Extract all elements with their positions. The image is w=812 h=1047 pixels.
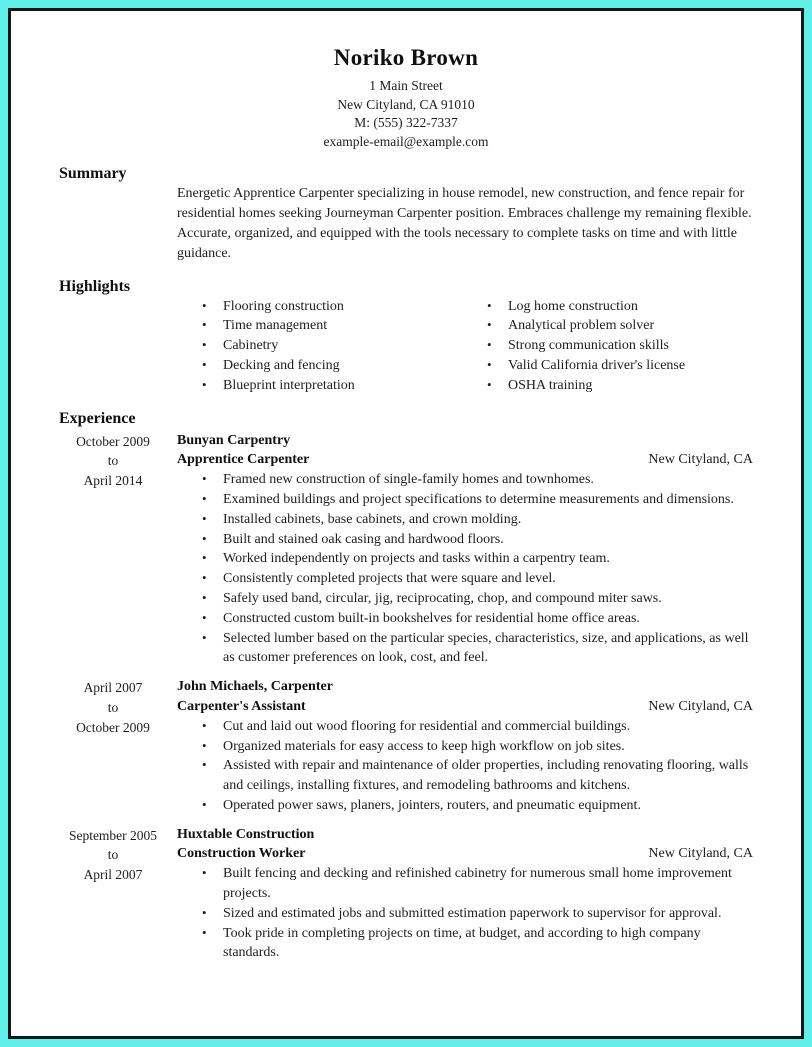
job-date-end: April 2014 (83, 473, 143, 489)
job-bullet: • Built fencing and decking and refinished cabinetry for numerous small home improvement projects. (223, 864, 753, 904)
experience-job-2 (59, 677, 753, 816)
highlights-section (59, 276, 753, 396)
job-title: Construction Worker (177, 846, 306, 862)
job-date-separator: to (107, 699, 119, 715)
job-content (177, 825, 753, 964)
highlights-column-1 (177, 297, 462, 396)
job-bullet: • Built and stained oak casing and hardwood floors. (223, 530, 753, 550)
highlight-item: • Cabinetry (223, 336, 462, 356)
job-date-start: October 2009 (76, 433, 150, 449)
job-company: John Michaels, Carpenter (177, 679, 333, 695)
phone-number: M: (555) 322-7337 (354, 115, 458, 131)
job-date-range (59, 431, 167, 669)
highlights-column-2 (462, 297, 753, 396)
job-bullet: • Cut and laid out wood flooring for residential and commercial buildings. (223, 717, 753, 737)
person-name: Noriko Brown (333, 45, 479, 70)
highlight-item: • Analytical problem solver (508, 316, 753, 336)
job-date-separator: to (107, 453, 119, 469)
job-bullet: • Took pride in completing projects on time, at budget, and according to high company standards. (223, 924, 753, 964)
job-bullet: • Selected lumber based on the particular species, characteristics, size, and applications, as well as customer preferences on look, cost, and feel. (223, 629, 753, 669)
summary-text: Energetic Apprentice Carpenter specializing in house remodel, new construction, and fence repair for residential homes seeking Journeyman Carpenter position. Embraces challenge my remaining flexible. Accurate, organized, and equipped with the tools necessary to complete tasks on time and with little guidance. (177, 186, 752, 261)
job-date-start: April 2007 (83, 680, 143, 696)
job-title: Apprentice Carpenter (177, 452, 310, 468)
experience-job-1 (59, 431, 753, 669)
highlight-item: • Decking and fencing (223, 356, 462, 376)
job-title: Carpenter's Assistant (177, 698, 306, 714)
highlight-item: • Time management (223, 316, 462, 336)
experience-section (59, 408, 753, 964)
job-bullet-list (177, 717, 753, 816)
job-bullet: • Installed cabinets, base cabinets, and crown molding. (223, 510, 753, 530)
highlight-item: • Log home construction (508, 297, 753, 317)
resume-header (59, 45, 753, 151)
summary-heading: Summary (59, 165, 127, 183)
job-bullet: • Examined buildings and project specifications to determine measurements and dimensions. (223, 490, 753, 510)
job-content (177, 431, 753, 669)
highlight-item: • Flooring construction (223, 297, 462, 317)
job-date-start: September 2005 (68, 827, 158, 843)
job-bullet: • Constructed custom built-in bookshelves for residential home office areas. (223, 609, 753, 629)
highlight-item: • Blueprint interpretation (223, 376, 462, 396)
experience-heading: Experience (59, 409, 136, 427)
highlights-heading: Highlights (59, 277, 131, 295)
highlight-item: • OSHA training (508, 376, 753, 396)
job-bullet-list (177, 864, 753, 963)
job-date-separator: to (107, 847, 119, 863)
job-location: New Cityland, CA (648, 698, 753, 714)
job-bullet: • Organized materials for easy access to keep high workflow on job sites. (223, 737, 753, 757)
job-bullet: • Safely used band, circular, jig, reciprocating, chop, and compound miter saws. (223, 589, 753, 609)
job-company: Huxtable Construction (177, 826, 315, 842)
job-location: New Cityland, CA (648, 846, 753, 862)
job-bullet: • Sized and estimated jobs and submitted estimation paperwork to supervisor for approval. (223, 904, 753, 924)
job-date-range (59, 825, 167, 964)
resume-page (8, 8, 804, 1039)
job-date-range (59, 677, 167, 816)
job-bullet: • Consistently completed projects that were square and level. (223, 569, 753, 589)
highlight-item: • Valid California driver's license (508, 356, 753, 376)
summary-spacer (59, 184, 167, 263)
highlights-spacer (59, 297, 167, 396)
job-content (177, 677, 753, 816)
email-address: example-email@example.com (323, 133, 489, 149)
address-city: New Cityland, CA 91010 (337, 96, 475, 112)
job-bullet: • Worked independently on projects and tasks within a carpentry team. (223, 549, 753, 569)
job-company: Bunyan Carpentry (177, 432, 291, 448)
job-bullet: • Assisted with repair and maintenance of older properties, including renovating flooring, walls and ceilings, installing fixtures, and remodeling bathrooms and kitchens. (223, 756, 753, 796)
job-location: New Cityland, CA (648, 452, 753, 468)
experience-job-3 (59, 825, 753, 964)
highlight-item: • Strong communication skills (508, 336, 753, 356)
job-bullet-list (177, 470, 753, 668)
job-bullet: • Framed new construction of single-family homes and townhomes. (223, 470, 753, 490)
address-street: 1 Main Street (369, 78, 443, 93)
summary-section (59, 163, 753, 263)
job-bullet: • Operated power saws, planers, jointers, routers, and pneumatic equipment. (223, 796, 753, 816)
job-date-end: October 2009 (76, 719, 150, 735)
job-date-end: April 2007 (83, 867, 143, 883)
